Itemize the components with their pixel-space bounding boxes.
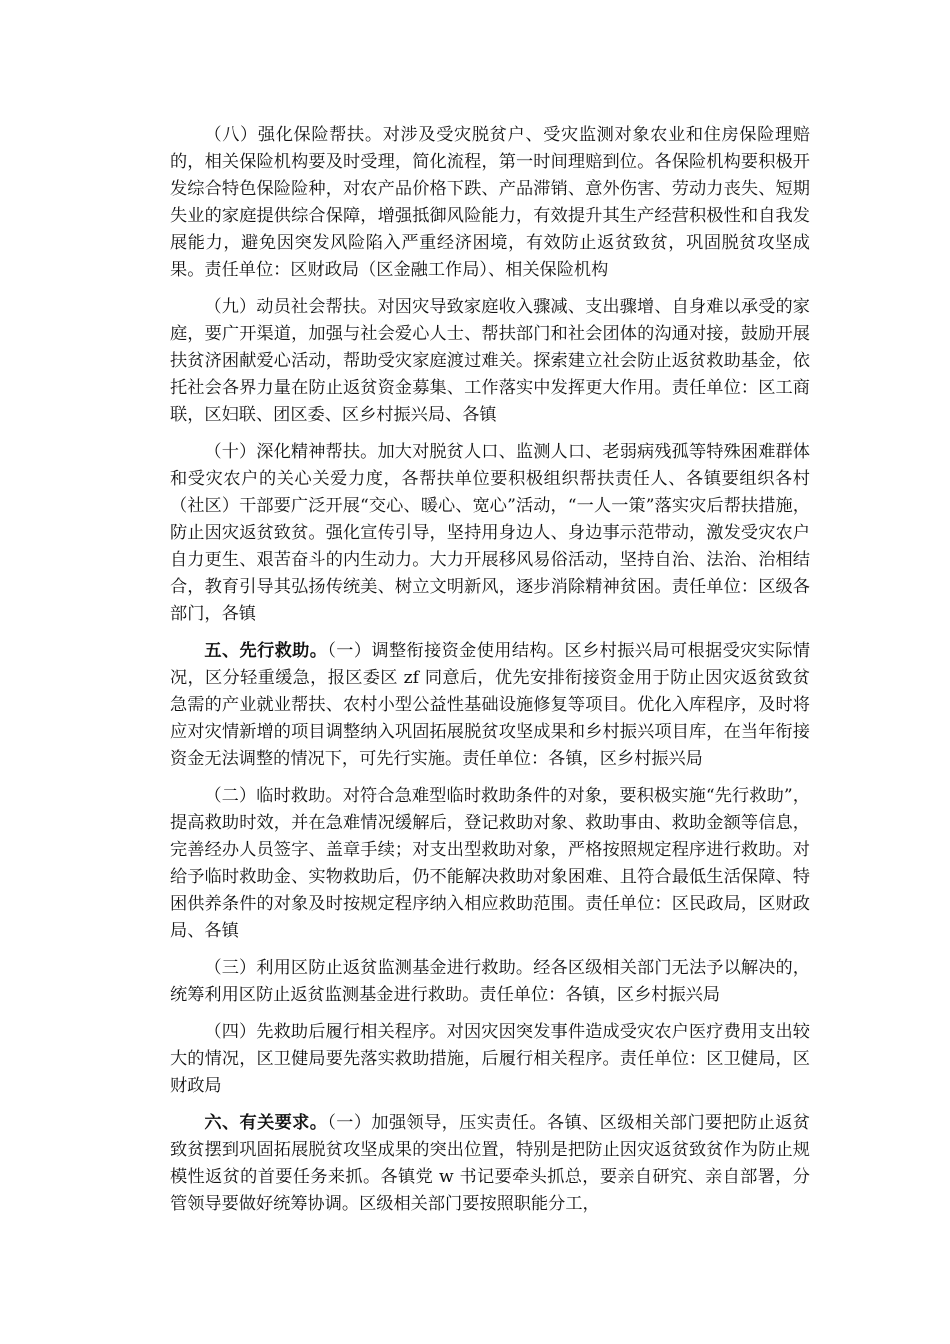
paragraph-8-insurance: （八）强化保险帮扶。对涉及受灾脱贫户、受灾监测对象农业和住房保险理赔的，相关保险机构要及时受理，简化流程，第一时间理赔到位。各保险机构要积极开发综合特色保险险种，对农产品价格下跌、产品滞销、意外伤害、劳动力丧失、短期失业的家庭提供综合保障，增强抵御风险能力，有效提升其生产经营积极性和自我发展能力，避免因突发风险陷入严重经济困境，有效防止返贫致贫，巩固脱贫攻坚成果。责任单位：区财政局（区金融工作局）、相关保险机构 — [170, 125, 810, 280]
paragraph-temporary-aid: （二）临时救助。对符合急难型临时救助条件的对象，要积极实施“先行救助”，提高救助时效，并在急难情况缓解后，登记救助对象、救助事由、救助金额等信息，完善经办人员签字、盖章手续；对支出型救助对象，严格按照规定程序进行救助。对给予临时救助金、实物救助后，仍不能解决救助对象困难、且符合最低生活保障、特困供养条件的对象及时按规定程序纳入相应救助范围。责任单位：区民政局，区财政局、各镇 — [170, 786, 810, 941]
section-5-first-aid: 五、先行救助。（一）调整衔接资金使用结构。区乡村振兴局可根据受灾实际情况，区分轻重缓急，报区委区 zf 同意后，优先安排衔接资金用于防止因灾返贫致贫急需的产业就业帮扶、农村小型公益性基础设施修复等项目。优化入库程序，及时将应对灾情新增的项目调整纳入巩固拓展脱贫攻坚成果和乡村振兴项目库，在当年衔接资金无法调整的情况下，可先行实施。责任单位：各镇，区乡村振兴局 — [170, 641, 810, 769]
section-heading: 五、先行救助。 — [204, 641, 328, 661]
paragraph-monitoring-fund: （三）利用区防止返贫监测基金进行救助。经各区级相关部门无法予以解决的，统筹利用区防止返贫监测基金进行救助。责任单位：各镇，区乡村振兴局 — [170, 958, 810, 1005]
section-heading: 六、有关要求。 — [204, 1113, 328, 1133]
paragraph-9-social: （九）动员社会帮扶。对因灾导致家庭收入骤减、支出骤增、自身难以承受的家庭，要广开渠道，加强与社会爱心人士、帮扶部门和社会团体的沟通对接，鼓励开展扶贫济困献爱心活动，帮助受灾家庭渡过难关。探索建立社会防止返贫救助基金，依托社会各界力量在防止返贫资金募集、工作落实中发挥更大作用。责任单位：区工商联，区妇联、团区委、区乡村振兴局、各镇 — [170, 297, 810, 425]
section-6-requirements: 六、有关要求。（一）加强领导，压实责任。各镇、区级相关部门要把防止返贫致贫摆到巩固拓展脱贫攻坚成果的突出位置，特别是把防止因灾返贫致贫作为防止规模性返贫的首要任务来抓。各镇党 w 书记要牵头抓总，要亲自研究、亲自部署，分管领导要做好统筹协调。区级相关部门要按照职能分工， — [170, 1113, 810, 1214]
paragraph-aid-first: （四）先救助后履行相关程序。对因灾因突发事件造成受灾农户医疗费用支出较大的情况，区卫健局要先落实救助措施，后履行相关程序。责任单位：区卫健局，区财政局 — [170, 1022, 810, 1096]
paragraph-10-spiritual: （十）深化精神帮扶。加大对脱贫人口、监测人口、老弱病残孤等特殊困难群体和受灾农户的关心关爱力度，各帮扶单位要积极组织帮扶责任人、各镇要组织各村（社区）干部要广泛开展“交心、暖心、宽心”活动，“一人一策”落实灾后帮扶措施，防止因灾返贫致贫。强化宣传引导，坚持用身边人、身边事示范带动，激发受灾农户自力更生、艰苦奋斗的内生动力。大力开展移风易俗活动，坚持自治、法治、治相结合，教育引导其弘扬传统美、树立文明新风，逐步消除精神贫困。责任单位：区级各部门，各镇 — [170, 442, 810, 624]
document-page — [170, 122, 810, 1228]
